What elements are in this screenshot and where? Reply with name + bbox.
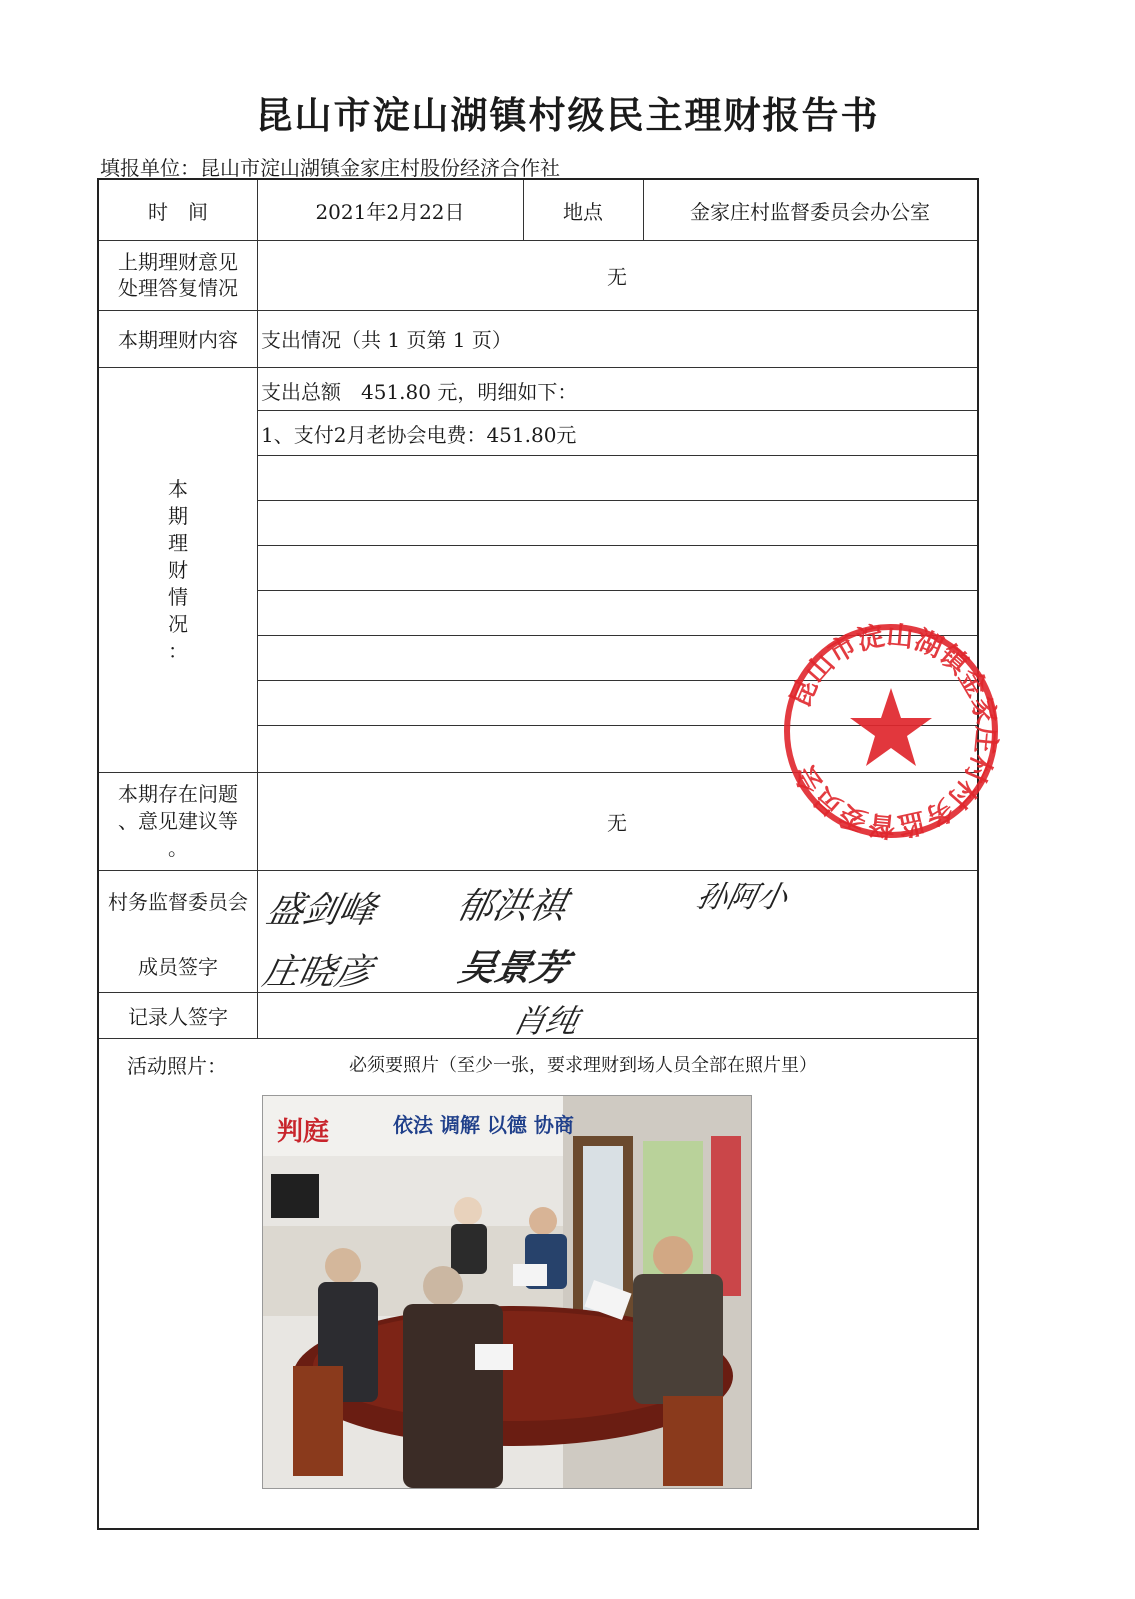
details-label-char: 理 (168, 530, 188, 555)
issues-label-line1: 本期存在问题 (118, 781, 238, 806)
activity-photo (262, 1095, 752, 1489)
issues-label-line3: 。 (168, 835, 188, 860)
committee-label-line2: 成员签字 (138, 954, 218, 979)
seal-graphic (780, 620, 1002, 842)
page-title: 昆山市淀山湖镇村级民主理财报告书 (255, 93, 880, 137)
details-label-char: 本 (168, 476, 188, 501)
committee-label-line1: 村务监督委员会 (108, 889, 248, 914)
signature-4: 庄晓彦 (259, 952, 376, 993)
detail-line-2: 1、支付2月老协会电费：451.80元 (261, 423, 577, 447)
time-value: 2021年2月22日 (315, 199, 465, 224)
details-label-char: ： (168, 638, 188, 663)
detail-line-1: 支出总额 451.80 元，明细如下： (261, 379, 578, 404)
prev-feedback-value: 无 (607, 264, 627, 289)
prev-label-line1: 上期理财意见 (118, 250, 238, 274)
seal-text: 昆山市淀山湖镇金家庄村村务监督委员会 (784, 620, 1002, 842)
banner-right-text: 依法 调解 以德 协商 (393, 1113, 574, 1137)
recorder-label: 记录人签字 (128, 1004, 228, 1029)
details-label-char: 财 (168, 557, 188, 582)
time-label: 时 间 (148, 199, 208, 224)
signature-5: 吴景芳 (455, 948, 572, 989)
details-label-char: 情 (168, 584, 188, 609)
photos-note: 必须要照片（至少一张，要求理财到场人员全部在照片里） (349, 1055, 817, 1076)
issues-label-line2: 、意见建议等 (118, 808, 238, 833)
prev-label-line2: 处理答复情况 (118, 276, 238, 300)
banner-left-text: 判庭 (277, 1117, 330, 1147)
signature-1: 盛剑峰 (263, 890, 380, 931)
seal-star-icon (850, 688, 932, 766)
content-value: 支出情况（共 1 页第 1 页） (261, 328, 512, 352)
meeting-photo-illustration (263, 1096, 751, 1488)
place-label: 地点 (563, 199, 603, 224)
signature-2: 郁洪祺 (453, 886, 570, 927)
photos-label: 活动照片： (127, 1053, 227, 1078)
details-label-char: 期 (168, 503, 188, 528)
content-label: 本期理财内容 (118, 328, 238, 352)
prev-feedback-label (99, 240, 257, 310)
details-label-char: 况 (168, 611, 188, 636)
issues-label (99, 772, 257, 870)
place-value: 金家庄村监督委员会办公室 (690, 199, 930, 224)
reporting-unit: 填报单位：昆山市淀山湖镇金家庄村股份经济合作社 (100, 156, 560, 180)
details-label (99, 476, 257, 663)
official-seal (780, 620, 1002, 842)
signature-3: 孙阿小 (693, 880, 791, 915)
issues-value: 无 (607, 810, 627, 835)
recorder-signature: 肖纯 (509, 1002, 582, 1040)
